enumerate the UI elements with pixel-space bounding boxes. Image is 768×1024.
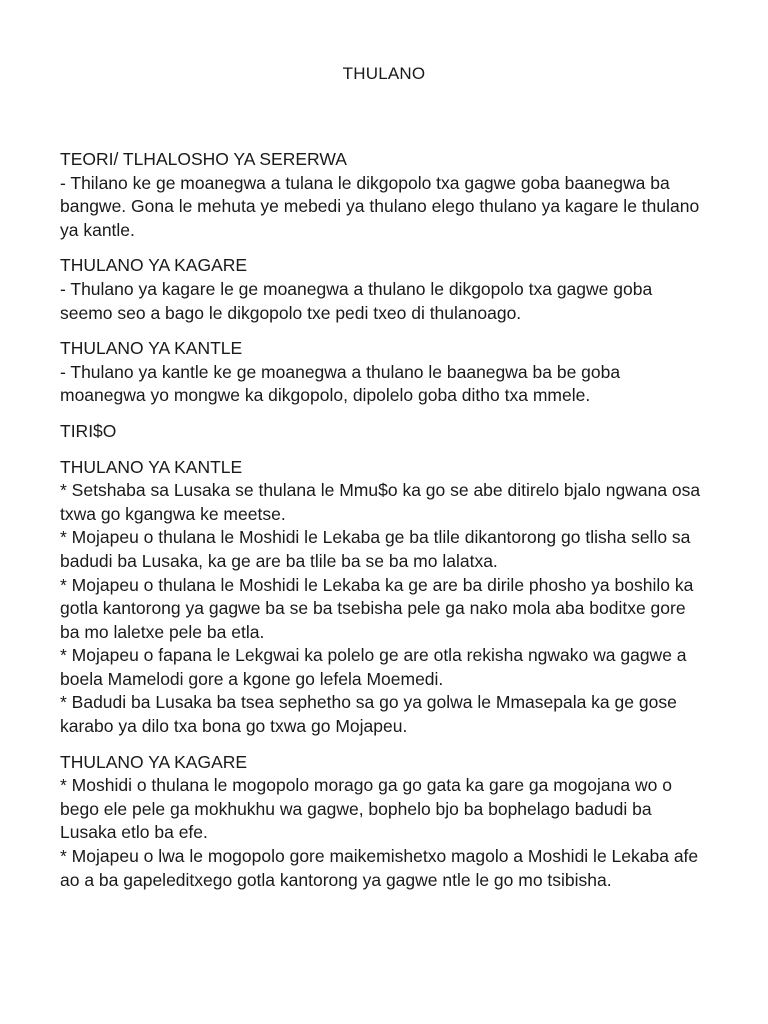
section-heading: THULANO YA KANTLE bbox=[60, 456, 243, 477]
section-thulano-ya-kagare-definition bbox=[60, 254, 708, 325]
section-heading: TEORI/ TLHALOSHO YA SERERWA bbox=[60, 149, 347, 169]
section-heading: TIRI$O bbox=[60, 420, 117, 441]
paragraph: - Thilano ke ge moanegwa a tulana le dikgopolo txa gagwe goba baanegwa ba bangwe. Gona le mehuta ye mebedi ya thulano elego thulano ya kagare le thulano ya kantle. bbox=[60, 172, 700, 240]
bullet-item: * Mojapeu o lwa le mogopolo gore maikemishetxo magolo a Moshidi le Lekaba afe ao a ba gapeleditxego gotla kantorong ya gagwe ntle le go mo tsibisha. bbox=[60, 846, 699, 890]
section-thulano-ya-kantle-examples bbox=[60, 456, 708, 739]
section-thulano-ya-kantle-definition bbox=[60, 337, 708, 408]
bullet-item: * Mojapeu o thulana le Moshidi le Lekaba ge ba tlile dikantorong go tlisha sello sa badudi ba Lusaka, ka ge are ba tlile ba se ba mo lalatxa. bbox=[60, 527, 691, 571]
paragraph: - Thulano ya kantle ke ge moanegwa a thulano le baanegwa ba be goba moanegwa yo mongwe ka dikgopolo, dipolelo goba ditho txa mmele. bbox=[60, 361, 621, 406]
document-title: THULANO bbox=[342, 64, 426, 83]
bullet-item: * Moshidi o thulana le mogopolo morago ga go gata ka gare ga mogojana wo o bego ele pele ga mokhukhu wa gagwe, bophelo bjo ba bophelago badudi ba Lusaka etlo ba efe. bbox=[60, 775, 672, 843]
section-heading: THULANO YA KANTLE bbox=[60, 338, 243, 359]
section-heading: THULANO YA KAGARE bbox=[60, 751, 248, 772]
bullet-item: * Badudi ba Lusaka ba tsea sephetho sa go ya golwa le Mmasepala ka ge gose karabo ya dilo txa bona go txwa go Mojapeu. bbox=[60, 692, 677, 737]
section-thulano-ya-kagare-examples bbox=[60, 751, 708, 893]
bullet-item: * Mojapeu o fapana le Lekgwai ka polelo ge are otla rekisha ngwako wa gagwe a boela Mamelodi gore a kgone go lefela Moemedi. bbox=[60, 645, 687, 689]
section-teori bbox=[60, 148, 708, 242]
bullet-item: * Setshaba sa Lusaka se thulana le Mmu$o ka go se abe ditirelo bjalo ngwana osa txwa go kgangwa ke meetse. bbox=[60, 480, 701, 524]
bullet-item: * Mojapeu o thulana le Moshidi le Lekaba ka ge are ba dirile phosho ya boshilo ka gotla kantorong ya gagwe ba se ba tsebisha pele ga nako mola aba boditxe gore ba mo laletxe pele ba etla. bbox=[60, 574, 694, 642]
section-tiriso bbox=[60, 420, 708, 444]
document-body bbox=[60, 148, 708, 904]
paragraph: - Thulano ya kagare le ge moanegwa a thulano le dikgopolo txa gagwe goba seemo seo a bago le dikgopolo txe pedi txeo di thulanoago. bbox=[60, 278, 653, 323]
section-heading: THULANO YA KAGARE bbox=[60, 255, 248, 276]
